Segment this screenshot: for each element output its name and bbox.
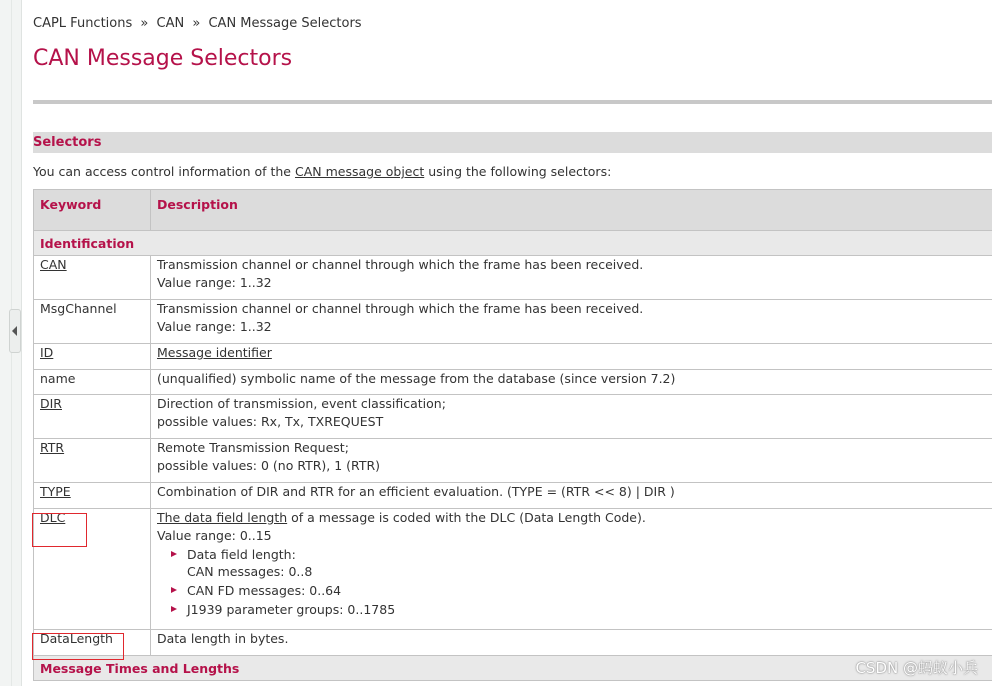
description-text: Remote Transmission Request; [157, 440, 349, 455]
breadcrumb-item-capl-functions[interactable]: CAPL Functions [33, 16, 133, 31]
keyword-link-type[interactable]: TYPE [40, 484, 71, 499]
group-row-identification [34, 231, 992, 256]
value-range-text: Value range: 0..15 [157, 528, 272, 543]
watermark: CSDN @蚂蚁小兵 [855, 659, 978, 677]
description-cell [151, 395, 992, 439]
description-cell [151, 256, 992, 300]
description-text: Transmission channel or channel through which the frame has been received. [157, 301, 644, 316]
table-header-row [34, 190, 992, 231]
triangle-right-icon [171, 606, 177, 612]
intro-text [33, 164, 611, 179]
table-row [34, 256, 992, 300]
keyword-cell [34, 370, 151, 395]
description-text: Data length in bytes. [157, 631, 289, 646]
column-header-description: Description [151, 190, 992, 231]
table-row [34, 630, 992, 656]
description-cell [151, 509, 992, 630]
keyword-link-id[interactable]: ID [40, 345, 54, 360]
sidebar-divider [21, 0, 22, 686]
page-title: CAN Message Selectors [33, 46, 293, 71]
description-cell [151, 300, 992, 344]
keyword-datalength: DataLength [40, 631, 113, 646]
message-identifier-link[interactable]: Message identifier [157, 345, 272, 360]
table-row [34, 509, 992, 630]
keyword-link-rtr[interactable]: RTR [40, 440, 65, 455]
keyword-link-dir[interactable]: DIR [40, 396, 62, 411]
table-row [34, 483, 992, 509]
group-row-message-times [34, 656, 992, 681]
left-sidebar-strip [0, 0, 22, 686]
value-range-text: Value range: 1..32 [157, 319, 272, 334]
description-cell [151, 344, 992, 370]
description-text: Direction of transmission, event classification; [157, 396, 446, 411]
dlc-value-list [171, 546, 988, 618]
group-label-message-times: Message Times and Lengths [34, 656, 992, 681]
breadcrumb [33, 16, 362, 31]
description-cell [151, 439, 992, 483]
breadcrumb-separator: » [192, 16, 201, 31]
sidebar-collapse-button[interactable] [9, 309, 21, 353]
keyword-link-can[interactable]: CAN [40, 257, 67, 272]
datalength-highlight-box [32, 633, 124, 660]
description-text: of a message is coded with the DLC (Data Length Code). [291, 510, 646, 525]
column-header-keyword: Keyword [34, 190, 151, 231]
description-cell [151, 483, 992, 509]
table-row [34, 300, 992, 344]
list-item [171, 601, 988, 618]
possible-values-text: possible values: 0 (no RTR), 1 (RTR) [157, 458, 381, 473]
list-item [171, 546, 988, 580]
keyword-msgchannel: MsgChannel [40, 301, 117, 316]
list-item-text: Data field length: [187, 547, 296, 562]
chevron-left-icon [12, 326, 18, 336]
table-row [34, 344, 992, 370]
keyword-name: name [40, 371, 76, 386]
description-cell [151, 630, 992, 656]
value-range-text: Value range: 1..32 [157, 275, 272, 290]
list-item-subtext: CAN messages: 0..8 [187, 564, 313, 579]
description-text: (unqualified) symbolic name of the message from the database (since version 7.2) [157, 371, 676, 386]
triangle-right-icon [171, 551, 177, 557]
table-row [34, 395, 992, 439]
description-text: Combination of DIR and RTR for an efficient evaluation. (TYPE = (RTR << 8) | DIR ) [157, 484, 675, 499]
description-line [157, 509, 988, 527]
breadcrumb-item-current: CAN Message Selectors [208, 16, 362, 31]
triangle-right-icon [171, 587, 177, 593]
can-message-object-link[interactable]: CAN message object [294, 164, 425, 179]
list-item-text: J1939 parameter groups: 0..1785 [187, 602, 396, 617]
data-field-length-link[interactable]: The data field length [157, 510, 288, 525]
title-divider [33, 100, 992, 104]
description-text: Transmission channel or channel through which the frame has been received. [157, 257, 644, 272]
keyword-cell [34, 344, 151, 370]
list-item-text: CAN FD messages: 0..64 [187, 583, 342, 598]
keyword-cell [34, 395, 151, 439]
breadcrumb-separator: » [140, 16, 149, 31]
keyword-link-dlc[interactable]: DLC [40, 510, 66, 525]
intro-text-before: You can access control information of the [33, 164, 291, 179]
intro-text-after: using the following selectors: [428, 164, 612, 179]
description-cell [151, 370, 992, 395]
selectors-table [33, 189, 992, 681]
table-row [34, 439, 992, 483]
dlc-highlight-box [32, 513, 87, 547]
possible-values-text: possible values: Rx, Tx, TXREQUEST [157, 414, 384, 429]
keyword-cell [34, 300, 151, 344]
keyword-cell [34, 439, 151, 483]
list-item [171, 582, 988, 599]
section-heading-selectors: Selectors [33, 132, 992, 153]
group-label-identification: Identification [34, 231, 992, 256]
table-row [34, 370, 992, 395]
breadcrumb-item-can[interactable]: CAN [156, 16, 185, 31]
keyword-cell [34, 483, 151, 509]
keyword-cell [34, 256, 151, 300]
